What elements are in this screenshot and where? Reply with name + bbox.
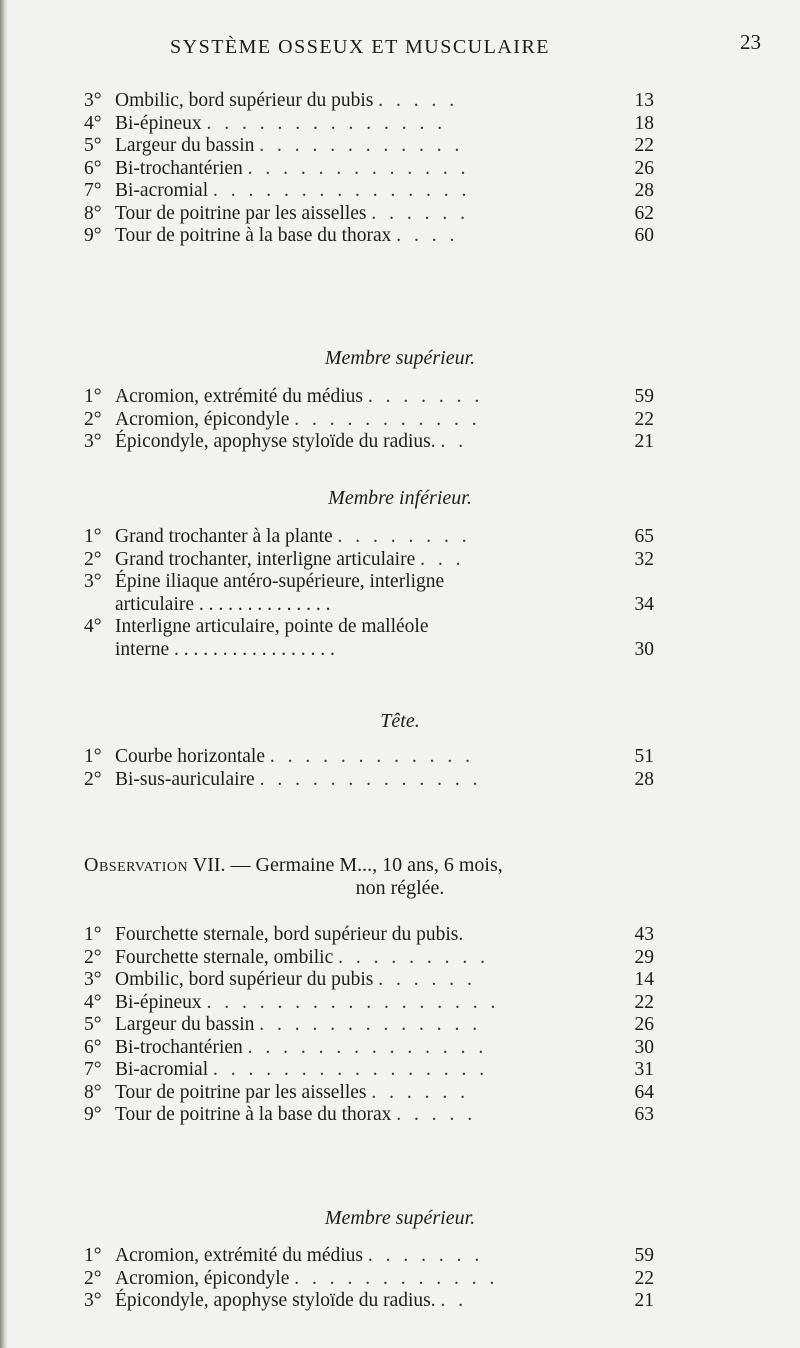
measurement-row (84, 1082, 654, 1104)
book-spine-edge (0, 0, 8, 1348)
measurement-value: 18 (634, 112, 654, 134)
measurement-value: 59 (634, 386, 654, 407)
measurement-row (84, 947, 654, 969)
item-number: 3° (84, 969, 102, 990)
item-number: 9° (84, 225, 102, 246)
measurement-row (84, 616, 654, 638)
measurement-label: Bi-acromial (115, 1059, 214, 1080)
measurement-label: Grand trochanter, interligne articulaire (115, 548, 421, 570)
measurement-value: 22 (634, 991, 654, 1013)
measurement-row (84, 1245, 654, 1267)
measurement-value: 60 (634, 225, 654, 246)
measurement-label: Bi-épineux (115, 112, 207, 134)
measurement-label: Acromion, extrémité du médius (115, 386, 368, 407)
measurement-label: Ombilic, bord supérieur du pubis (115, 90, 379, 111)
leader-dots: . . . . . . . . . . . . . . (247, 1036, 488, 1058)
obs7-membre-superieur-title: Membre supérieur. (324, 1207, 476, 1229)
leader-dots: . . . . . . . . . . . (294, 408, 481, 430)
leader-dots: . . . . . . . . . . . . . . (198, 593, 331, 615)
leader-dots: . . . . . . . . . . . . . (259, 1014, 482, 1035)
measurement-row (84, 90, 654, 112)
leader-dots: . . . . . . . . . . . . . . . . (213, 1059, 489, 1080)
measurement-value: 32 (634, 548, 654, 570)
measurement-value: 22 (634, 408, 654, 430)
item-number: 2° (84, 1267, 102, 1289)
leader-dots: . . . . . . . . . . . . (269, 746, 474, 767)
measurement-value: 34 (634, 593, 654, 615)
measurement-row (84, 1290, 654, 1312)
obs6-membre-inferieur-title: Membre inférieur. (328, 487, 472, 509)
measurement-row (84, 526, 654, 548)
item-number: 2° (84, 548, 102, 570)
measurement-value: 13 (634, 90, 654, 111)
measurement-row (84, 386, 654, 408)
leader-dots: . . (440, 1290, 468, 1311)
measurement-row (84, 431, 654, 453)
measurement-row (84, 158, 654, 180)
measurement-label: Acromion, extrémité du médius (115, 1245, 368, 1266)
leader-dots: . . . . . . . . . . . . . . (206, 112, 447, 134)
measurement-label: Bi-trochantérien (115, 1036, 248, 1058)
item-number: 3° (84, 431, 102, 452)
measurement-row (84, 992, 654, 1014)
measurement-value: 62 (634, 202, 654, 224)
measurement-value: 30 (634, 638, 654, 660)
item-number: 1° (84, 386, 102, 407)
item-number: 1° (84, 924, 102, 945)
leader-dots: . . . . . . . . . . . . (294, 1267, 499, 1289)
obs6-tete-title: Tête. (380, 710, 420, 732)
observation-subject: — Germaine M..., 10 ans, 6 mois, (230, 854, 503, 876)
measurement-value: 43 (634, 924, 654, 945)
measurement-row (84, 1268, 654, 1290)
observation-heading (84, 854, 734, 876)
measurement-label: Fourchette sternale, ombilic (115, 946, 339, 968)
measurement-value: 14 (634, 969, 654, 990)
item-number: 2° (84, 768, 102, 790)
leader-dots: . . . . . (396, 1104, 477, 1125)
item-number: 9° (84, 1104, 102, 1125)
measurement-value: 26 (634, 1014, 654, 1035)
measurement-label: Tour de poitrine à la base du thorax (115, 225, 397, 246)
measurement-row (84, 135, 654, 157)
item-number: 2° (84, 946, 102, 968)
leader-dots: . . . . (396, 225, 459, 246)
measurement-value: 28 (634, 180, 654, 201)
measurement-row (84, 1059, 654, 1081)
item-number: 3° (84, 571, 102, 592)
measurement-row (84, 769, 654, 791)
measurement-value: 63 (634, 1104, 654, 1125)
measurement-value: 59 (634, 1245, 654, 1266)
leader-dots: . . . . . . . . . (338, 946, 489, 968)
measurement-label: Bi-acromial (115, 180, 214, 201)
measurement-row (84, 225, 654, 247)
item-number: 1° (84, 1245, 102, 1266)
measurement-value: 65 (634, 526, 654, 547)
measurement-label: Fourchette sternale, bord supérieur du pubis. (115, 924, 464, 945)
measurement-label: Tour de poitrine à la base du thorax (115, 1104, 397, 1125)
measurement-row (115, 594, 331, 616)
leader-dots: . . (440, 431, 468, 452)
measurement-label: Largeur du bassin (115, 1014, 260, 1035)
measurement-value: 64 (634, 1081, 654, 1103)
item-number: 3° (84, 90, 102, 111)
leader-dots: . . . . . . (378, 969, 476, 990)
measurement-row (84, 746, 654, 768)
observation-number: VII. (192, 854, 226, 876)
item-number: 1° (84, 746, 102, 767)
measurement-row (84, 1037, 654, 1059)
item-number: 6° (84, 1036, 102, 1058)
leader-dots: . . . . . . . . (337, 526, 471, 547)
leader-dots: . . . . . . . . . . . . . (247, 157, 470, 179)
page-number: 23 (740, 30, 761, 54)
measurement-row (84, 1104, 654, 1126)
measurement-row (84, 924, 654, 946)
leader-dots: . . . (420, 548, 465, 570)
measurement-label: Interligne articulaire, pointe de malléole (115, 616, 429, 637)
measurement-label: Largeur du bassin (115, 135, 260, 156)
leader-dots: . . . . . . . . . . . . (259, 135, 464, 156)
leader-dots: . . . . . . . . . . . . . (259, 768, 482, 790)
leader-dots: . . . . . . (371, 1081, 470, 1103)
measurement-label: Bi-épineux (115, 991, 207, 1013)
measurement-row (84, 409, 654, 431)
obs6-membre-superieur-title: Membre supérieur. (324, 347, 476, 369)
measurement-value: 22 (634, 1267, 654, 1289)
item-number: 4° (84, 991, 102, 1013)
measurement-label: Tour de poitrine par les aisselles (115, 202, 372, 224)
item-number: 5° (84, 135, 102, 156)
measurement-label: Tour de poitrine par les aisselles (115, 1081, 372, 1103)
leader-dots: . . . . . . . (367, 386, 484, 407)
measurement-label: Bi-sus-auriculaire (115, 768, 260, 790)
measurement-label: Ombilic, bord supérieur du pubis (115, 969, 379, 990)
measurement-value: 30 (634, 1036, 654, 1058)
measurement-label: Épicondyle, apophyse styloïde du radius. (115, 431, 441, 452)
item-number: 4° (84, 112, 102, 134)
measurement-row (84, 571, 654, 593)
item-number: 6° (84, 157, 102, 179)
leader-dots: . . . . . . . . . . . . . . . . . (206, 991, 500, 1013)
measurement-value: 29 (634, 946, 654, 968)
leader-dots: . . . . . (378, 90, 459, 111)
item-number: 8° (84, 202, 102, 224)
item-number: 5° (84, 1014, 102, 1035)
page-header (0, 30, 800, 60)
measurement-value: 22 (634, 135, 654, 156)
running-title: SYSTÈME OSSEUX ET MUSCULAIRE (170, 36, 550, 58)
observation-label: Observation (84, 854, 189, 876)
measurement-label: Grand trochanter à la plante (115, 526, 338, 547)
leader-dots: . . . . . . . (367, 1245, 484, 1266)
measurement-value: 28 (634, 768, 654, 790)
leader-dots: . . . . . . . . . . . . . . . (213, 180, 471, 201)
item-number: 1° (84, 526, 102, 547)
leader-dots: . . . . . . . . . . . . . . . . . (174, 638, 335, 660)
measurement-row (84, 1014, 654, 1036)
measurement-label: articulaire (115, 593, 199, 615)
measurement-row (84, 203, 654, 225)
measurement-row (115, 639, 335, 661)
leader-dots: . . . . . . (371, 202, 470, 224)
measurement-label: Acromion, épicondyle (115, 408, 295, 430)
measurement-row (84, 969, 654, 991)
item-number: 7° (84, 1059, 102, 1080)
measurement-label: interne (115, 638, 175, 660)
item-number: 4° (84, 616, 102, 637)
measurement-row (84, 549, 654, 571)
measurement-label: Courbe horizontale (115, 746, 270, 767)
measurement-value: 21 (634, 1290, 654, 1311)
item-number: 8° (84, 1081, 102, 1103)
measurement-label: Bi-trochantérien (115, 157, 248, 179)
measurement-value: 31 (634, 1059, 654, 1080)
measurement-label: Acromion, épicondyle (115, 1267, 295, 1289)
item-number: 3° (84, 1290, 102, 1311)
measurement-row (84, 180, 654, 202)
measurement-row (84, 113, 654, 135)
measurement-value: 26 (634, 157, 654, 179)
measurement-value: 51 (634, 746, 654, 767)
observation-subtitle: non réglée. (355, 877, 445, 899)
measurement-value: 21 (634, 431, 654, 452)
measurement-label: Épicondyle, apophyse styloïde du radius. (115, 1290, 441, 1311)
measurement-label: Épine iliaque antéro-supérieure, interligne (115, 571, 445, 592)
item-number: 7° (84, 180, 102, 201)
item-number: 2° (84, 408, 102, 430)
